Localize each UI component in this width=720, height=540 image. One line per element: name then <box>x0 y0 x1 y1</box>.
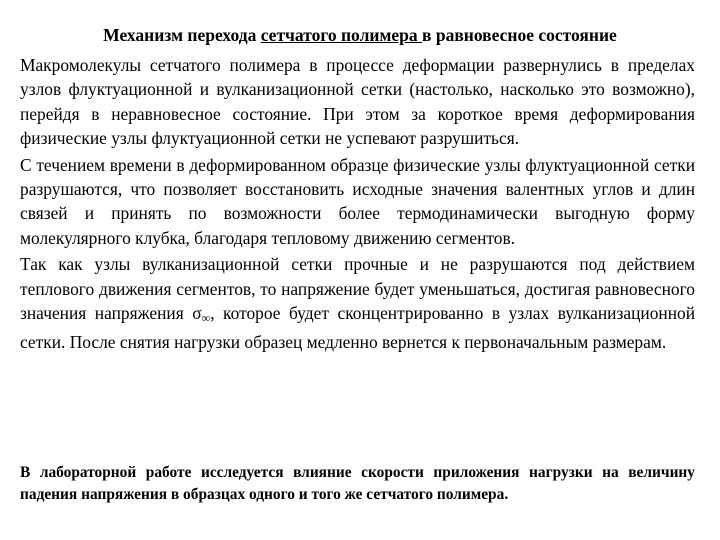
paragraph-3-text-before: Так как узлы вулканизационной сетки прочные и не разрушаются под действием теплового движения сегментов, то напряжение будет уменьшаться, достигая равновесного значения напряжения <box>20 254 695 324</box>
paragraph-2: С течением времени в деформированном образце физические узлы флуктуационной сетки разрушаются, что позволяет восстановить исходные значения валентных углов и длин связей и принять по возможности более термодинамически выгодную форму молекулярного клубка, благодаря тепловому движению сегментов. <box>20 154 695 248</box>
lab-work-note: В лабораторной работе исследуется влияние скорости приложения нагрузки на величину падения напряжения в образцах одного и того же сетчатого полимера. <box>20 464 695 503</box>
title-underlined: сетчатого полимера <box>260 25 423 45</box>
sigma-subscript: ∞ <box>201 311 211 326</box>
body-text <box>20 53 695 355</box>
sigma-symbol: σ <box>192 303 202 324</box>
slide-title <box>0 24 720 46</box>
paragraph-3 <box>20 252 695 355</box>
title-part-2: в равновесное состояние <box>422 25 617 45</box>
title-part-1: Механизм перехода <box>103 25 261 45</box>
paragraph-3-text-after: , которое будет сконцентрированно в узлах вулканизационной сетки. После снятия нагрузки образец медленно вернется к первоначальным размерам. <box>20 303 696 353</box>
paragraph-1: Макромолекулы сетчатого полимера в процессе деформации развернулись в пределах узлов флуктуационной и вулканизационной сетки (настолько, насколько это возможно), перейдя в неравновесное состояние. При этом за короткое время деформирования физические узлы флуктуационной сетки не успевают разрушиться. <box>20 55 695 149</box>
